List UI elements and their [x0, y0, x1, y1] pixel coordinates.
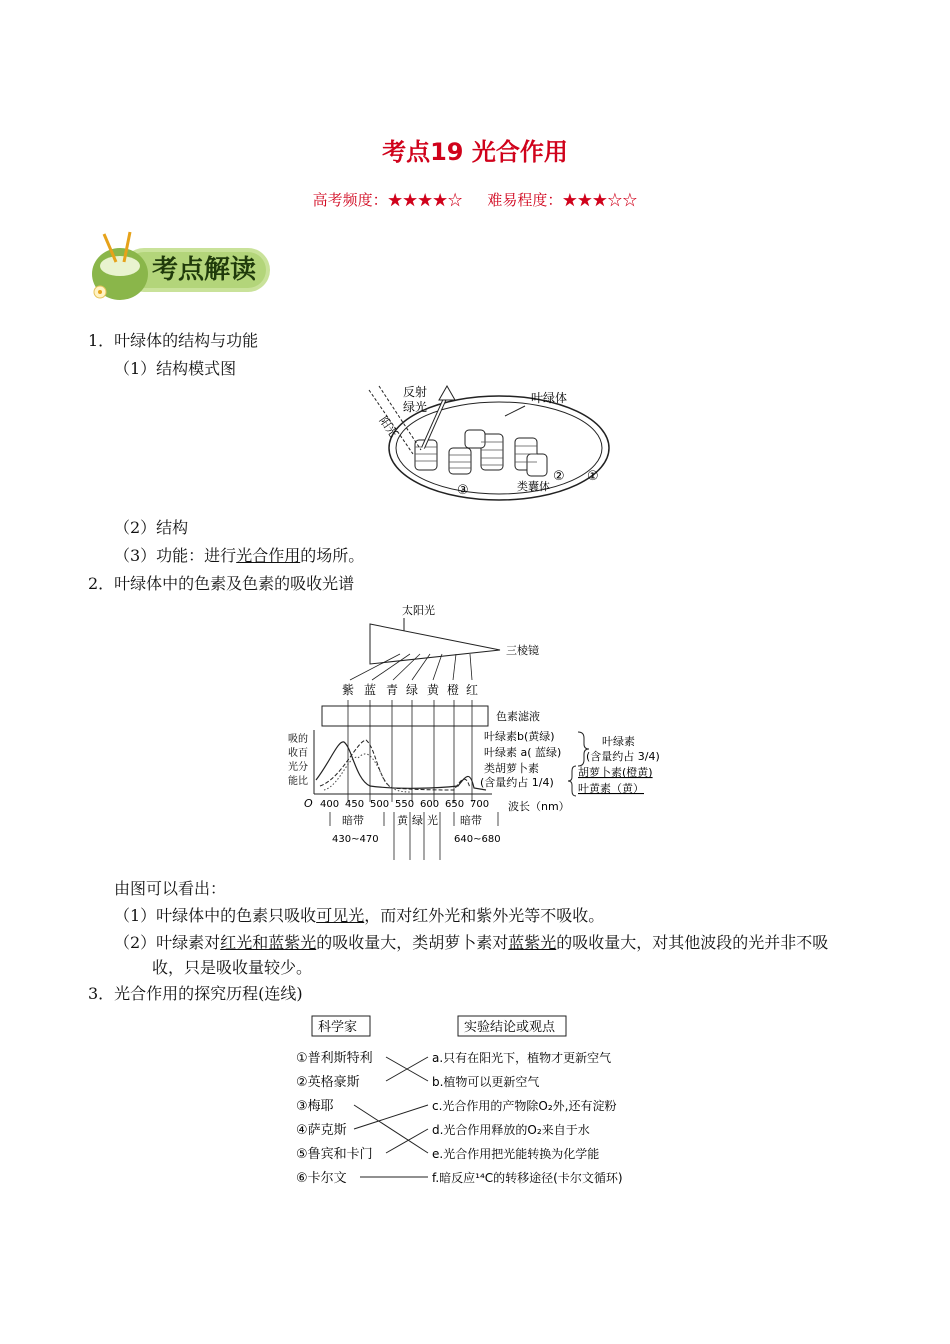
- frequency-rating: 高考频度：★★★★☆: [312, 191, 463, 209]
- section1-heading: 1．叶绿体的结构与功能: [88, 331, 259, 350]
- spectrum-point-2-cont: 收，只是吸收量较少。: [152, 958, 313, 977]
- scientist-3: ③梅耶: [296, 1099, 334, 1114]
- dark-band-2-range: 640~680: [454, 834, 501, 845]
- chloroplast-label: 叶绿体: [531, 391, 568, 405]
- scientist-4: ④萨克斯: [296, 1123, 347, 1138]
- chloroplast-diagram: [365, 380, 615, 505]
- reflect-label-1: 反射: [403, 385, 428, 399]
- x-tick-5: 650: [445, 799, 465, 810]
- pass-band-0: 黄: [397, 814, 408, 827]
- x-tick-0: 400: [320, 799, 340, 810]
- marker-1: ①: [587, 469, 599, 484]
- section1-sub1: （1）结构模式图: [114, 359, 237, 378]
- chl-b-label: 叶绿素b(黄绿): [484, 730, 555, 743]
- spectrum-diagram: [280, 602, 680, 864]
- spectrum-intro: 由图可以看出：: [114, 879, 227, 898]
- scientist-2: ②英格豪斯: [296, 1075, 360, 1090]
- conclusion-3: c.光合作用的产物除O₂外,还有淀粉: [432, 1099, 617, 1113]
- section2-heading: 2．叶绿体中的色素及色素的吸收光谱: [88, 574, 355, 593]
- x-tick-6: 700: [470, 799, 490, 810]
- x-tick-4: 600: [420, 799, 440, 810]
- carotenoid-pct: (含量约占 1/4): [480, 776, 554, 789]
- sunlight-text: 太阳光: [402, 604, 435, 617]
- rating-line: [0, 189, 950, 210]
- dark-band-1: 暗带: [342, 814, 364, 827]
- thylakoid-label: 类囊体: [517, 480, 550, 493]
- chlorophyll-b-curve: [320, 740, 470, 790]
- color-label-5: 橙: [447, 683, 460, 697]
- conclusion-4: d.光合作用释放的O₂来自于水: [432, 1123, 590, 1137]
- grana-stacks: [415, 430, 547, 476]
- x-tick-3: 550: [395, 799, 415, 810]
- scientist-header: 科学家: [318, 1020, 358, 1035]
- section1-sub2: （2）结构: [114, 518, 189, 537]
- xanthophyll-label: 叶黄素（黄）: [578, 782, 644, 795]
- conclusion-6: f.暗反应¹⁴C的转移途径(卡尔文循环): [432, 1171, 623, 1185]
- carotene-label: 胡萝卜素(橙黄): [578, 766, 653, 779]
- dark-band-1-range: 430~470: [332, 834, 379, 845]
- chl-a-label: 叶绿素 a( 蓝绿): [484, 746, 562, 759]
- scientist-5: ⑤鲁宾和卡门: [296, 1147, 373, 1162]
- marker-2: ②: [553, 469, 565, 484]
- function-answer: 光合作用: [236, 546, 301, 565]
- banner-text: 考点解读: [152, 255, 257, 285]
- spectrum-point-1: （1）叶绿体中的色素只吸收可见光，而对红外光和紫外光等不吸收。: [114, 906, 605, 925]
- chlorophyll-a-curve: [316, 742, 486, 790]
- prism-shape: [370, 624, 500, 664]
- pass-band-1: 绿: [412, 814, 423, 827]
- origin-label: O: [304, 797, 313, 810]
- page-title: 考点19 光合作用: [382, 138, 568, 166]
- carotenoid-curve: [324, 754, 410, 792]
- x-axis-label: 波长（nm）: [508, 800, 570, 813]
- filter-label: 色素滤液: [496, 710, 540, 723]
- carotenoid-label: 类胡萝卜素: [484, 762, 539, 775]
- conclusion-5: e.光合作用把光能转换为化学能: [432, 1147, 600, 1161]
- color-label-4: 黄: [427, 683, 440, 697]
- color-label-2: 青: [386, 683, 399, 697]
- y-label-2: 光分: [288, 762, 308, 773]
- conclusion-1: a.只有在阳光下，植物才更新空气: [432, 1051, 612, 1065]
- y-label-0: 吸的: [288, 734, 308, 745]
- coconut-banner-icon: [86, 228, 276, 304]
- sunlight-label: 阳光: [376, 414, 400, 440]
- color-label-6: 红: [466, 683, 479, 697]
- scientist-6: ⑥卡尔文: [296, 1171, 347, 1186]
- y-label-1: 收百: [288, 748, 308, 759]
- conclusion-2: b.植物可以更新空气: [432, 1075, 540, 1089]
- section1-sub3: （3）功能：进行光合作用的场所。: [114, 546, 365, 565]
- dark-band-2: 暗带: [460, 814, 482, 827]
- difficulty-rating: 难易程度：★★★☆☆: [487, 191, 638, 209]
- color-label-1: 蓝: [364, 683, 377, 697]
- x-tick-1: 450: [345, 799, 365, 810]
- marker-3: ③: [457, 483, 469, 498]
- section3-heading: 3．光合作用的探究历程(连线): [88, 984, 303, 1003]
- color-label-3: 绿: [406, 683, 419, 697]
- color-label-0: 紫: [342, 683, 355, 697]
- filter-box: [322, 706, 488, 726]
- y-label-3: 能比: [288, 776, 308, 787]
- x-tick-2: 500: [370, 799, 390, 810]
- pass-band-2: 光: [427, 814, 438, 827]
- scientist-1: ①普利斯特利: [296, 1051, 373, 1066]
- conclusion-header: 实验结论或观点: [464, 1020, 556, 1035]
- reflect-label-2: 绿光: [403, 400, 428, 414]
- prism-label: 三棱镜: [506, 644, 539, 657]
- reflect-arrow-icon: [439, 386, 455, 400]
- chlorophyll-pct: (含量约占 3/4): [586, 750, 660, 763]
- section-banner: [86, 228, 276, 304]
- history-matching-diagram: [290, 1012, 670, 1192]
- chlorophyll-group-label: 叶绿素: [602, 735, 635, 748]
- spectrum-point-2: （2）叶绿素对红光和蓝紫光的吸收量大，类胡萝卜素对蓝紫光的吸收量大，对其他波段的光并非不吸: [114, 933, 829, 952]
